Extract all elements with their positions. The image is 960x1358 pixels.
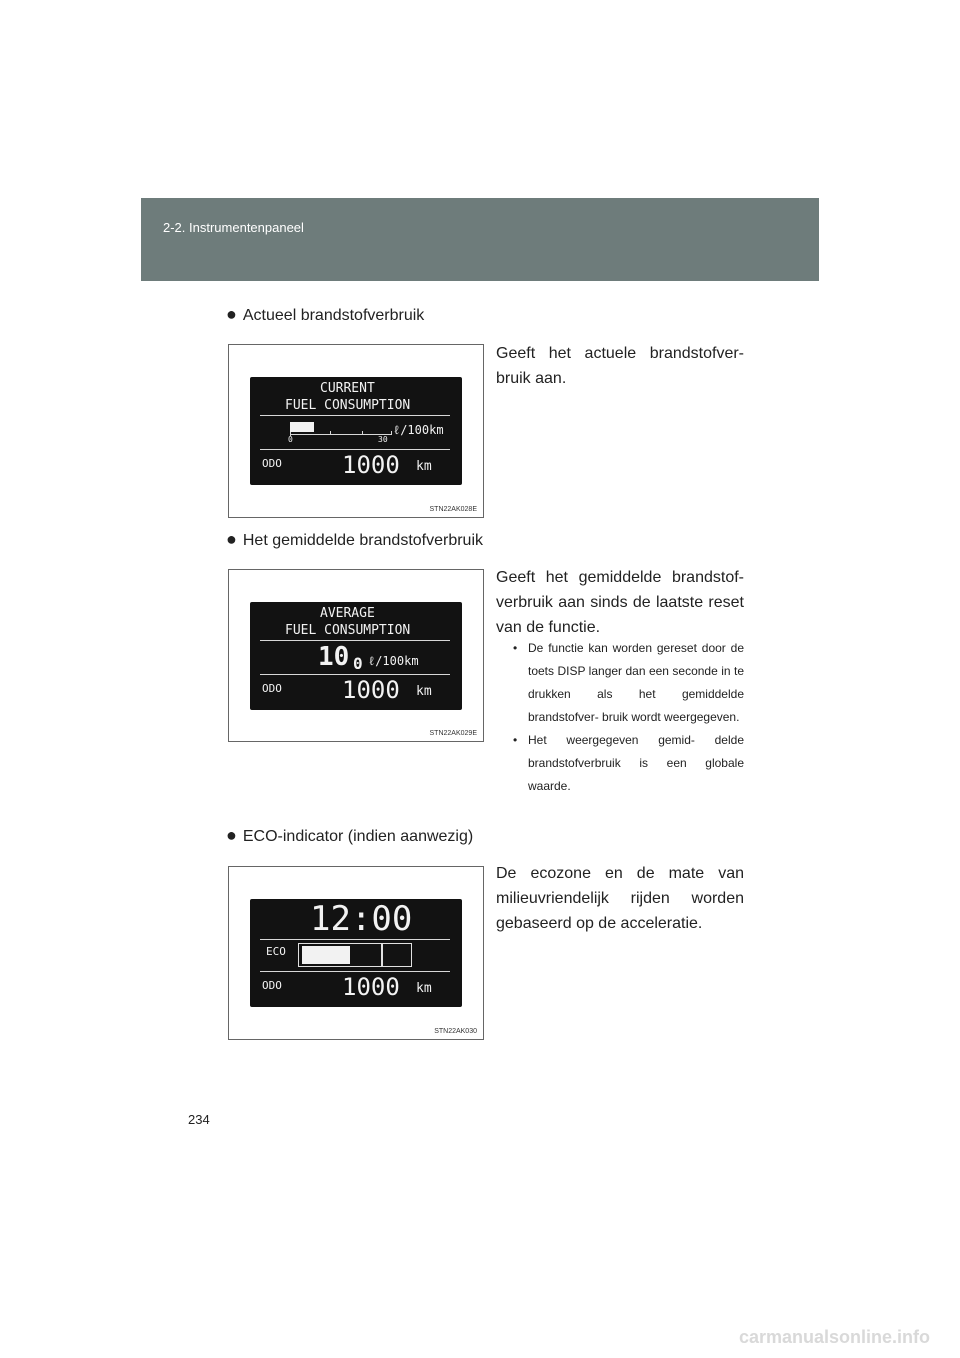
figure-average-consumption [228, 569, 484, 742]
average-value: 10 [318, 642, 350, 672]
figure-eco-indicator [228, 866, 484, 1040]
lcd-display-current: CURRENT FUEL CONSUMPTION 0 30 ℓ/100km ODO 1000 km [250, 377, 462, 485]
scale-min: 0 [288, 435, 293, 444]
lcd-display-average: AVERAGE FUEL CONSUMPTION 10 0 ℓ/100km ODO 1000 km [250, 602, 462, 710]
figure-code: STN22AK030 [434, 1028, 477, 1035]
bullet-eco-indicator: ● ECO-indicator (indien aanwezig) [226, 825, 474, 845]
section-header [141, 198, 819, 281]
figure-current-consumption [228, 344, 484, 518]
bullet-icon: ● [226, 304, 237, 324]
description-eco: De ecozone en de mate van milieuvriendelijk rijden worden gebaseerd op de acceleratie. [496, 865, 744, 932]
page-number: 234 [188, 1112, 210, 1127]
note-item: • Het weergegeven gemid- delde brandstofverbruik is een globale waarde. [513, 733, 744, 793]
notes-average [510, 637, 744, 798]
description-current: Geeft het actuele brandstofver- bruik aan. [496, 345, 744, 387]
unit-label: ℓ/100km [393, 423, 444, 437]
eco-zone-marker [381, 943, 383, 967]
bullet-icon: ● [226, 529, 237, 549]
description-average: Geeft het gemiddelde brandstof- verbruik aan sinds de laatste reset van de functie. [496, 569, 744, 636]
note-item: • De functie kan worden gereset door de toets DISP langer dan een seconde in te drukken als het gemiddelde brandstofver- bruik wordt weergegeven. [513, 641, 744, 724]
lcd-display-eco: 12:00 ECO ODO 1000 km [250, 899, 462, 1007]
eco-bar-fill [302, 946, 350, 964]
bullet-current-consumption: ● Actueel brandstofverbruik [226, 304, 425, 324]
consumption-bar [290, 422, 314, 432]
watermark: carmanualsonline.info [738, 1327, 930, 1347]
figure-code: STN22AK029E [429, 730, 477, 737]
bullet-average-consumption: ● Het gemiddelde brandstofverbruik [226, 529, 484, 549]
figure-code: STN22AK028E [429, 506, 477, 513]
bullet-icon: ● [226, 825, 237, 845]
section-title: 2-2. Instrumentenpaneel [163, 220, 304, 235]
scale-max: 30 [378, 435, 388, 444]
clock: 12:00 [310, 899, 413, 939]
